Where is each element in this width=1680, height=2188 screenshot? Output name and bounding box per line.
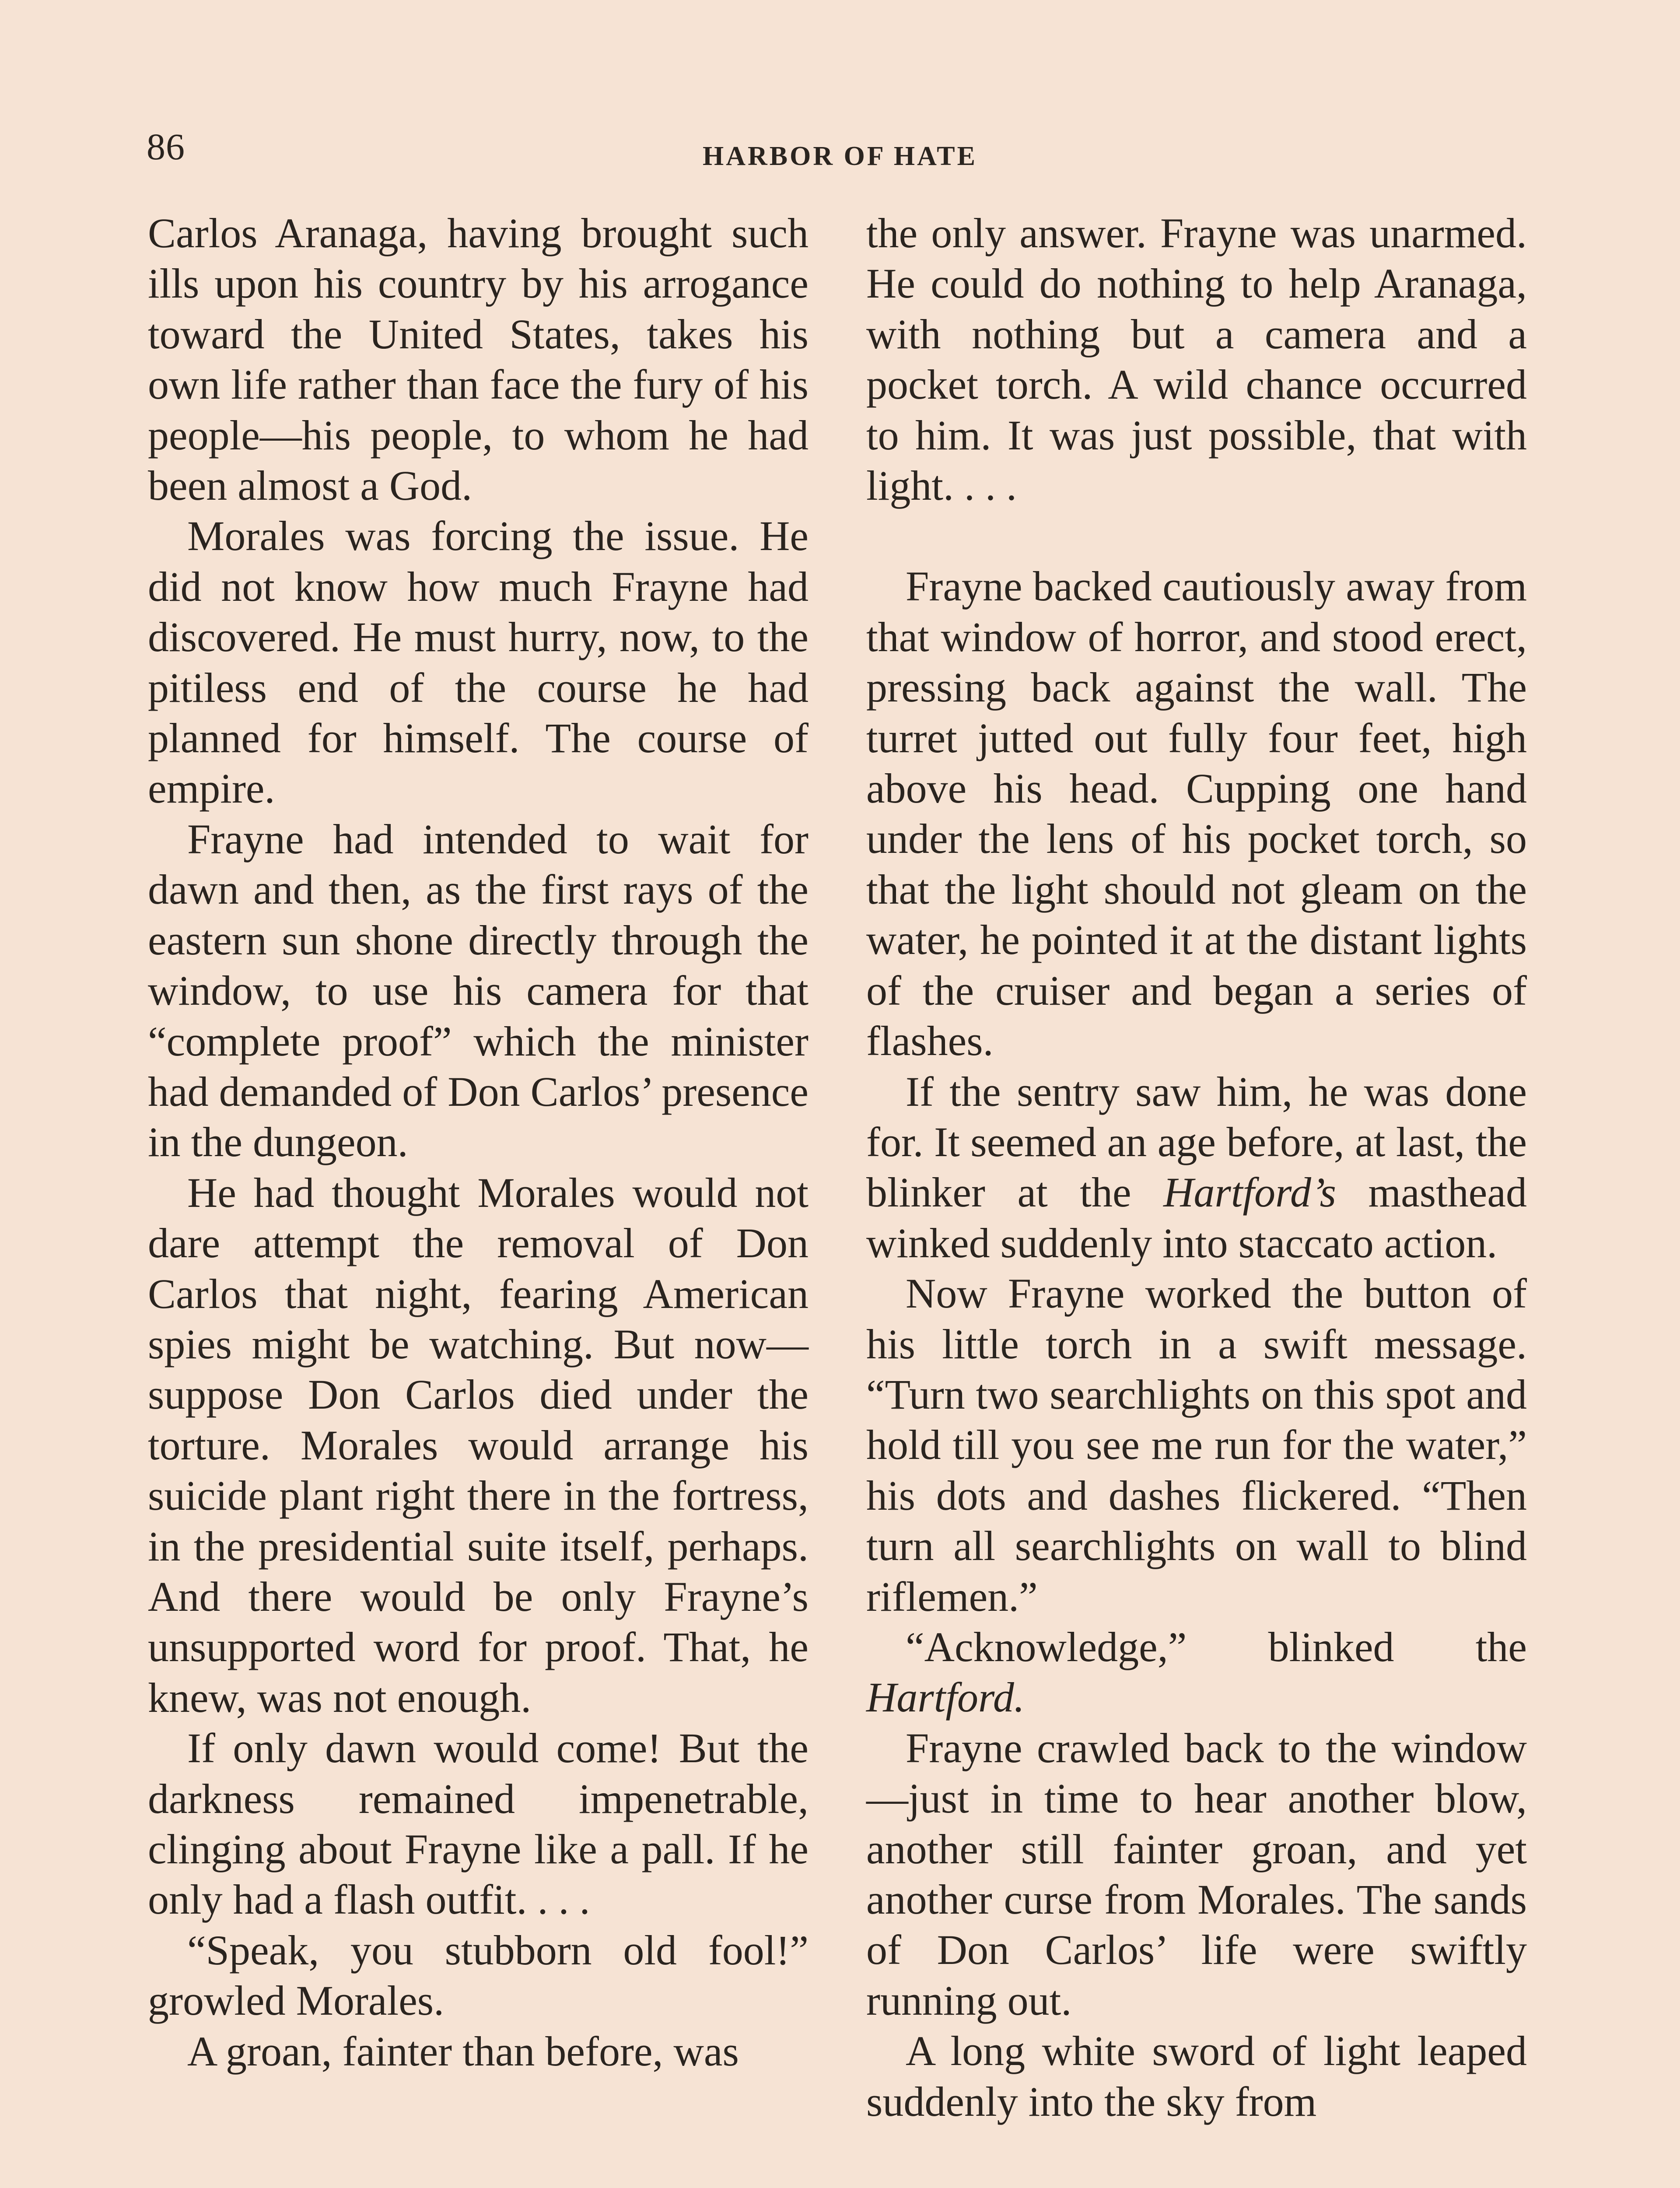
paragraph: Now Frayne worked the button of his little torch in a swift message. “Turn two searchlights on this spot and hold till you see me run for the water,” his dots and dashes flickered. “Then turn all searchlights on wall to blind riflemen.” bbox=[866, 1270, 1527, 1620]
paragraph bbox=[866, 1066, 1527, 1269]
text-run: masthead winked suddenly into staccato action. bbox=[866, 1169, 1527, 1266]
right-column bbox=[866, 208, 1527, 2127]
ship-name: Hartford. bbox=[866, 1674, 1025, 1721]
paragraph: Frayne had intended to wait for dawn and then, as the first rays of the eastern sun shone directly through the window, to use his camera for that “complete proof” which the minister had demanded of Don Carlos’ presence in the dungeon. bbox=[148, 815, 808, 1166]
paragraph: “Speak, you stubborn old fool!” growled Morales. bbox=[148, 1926, 808, 2024]
page-number: 86 bbox=[147, 126, 185, 168]
ship-name: Hartford’s bbox=[1163, 1169, 1336, 1216]
paragraph: He had thought Morales would not dare attempt the removal of Don Carlos that night, fearing American spies might be watching. But now—suppose Don Carlos died under the torture. Morales would arrange his suicide plant right there in the fortress, in the presidential suite itself, perhaps. And there would be only Frayne’s unsupported word for proof. That, he knew, was not enough. bbox=[148, 1169, 808, 1721]
left-column bbox=[148, 208, 808, 2076]
text-run: “Acknowledge,” blinked the bbox=[906, 1623, 1527, 1670]
paragraph bbox=[866, 1622, 1527, 1723]
running-head: HARBOR OF HATE bbox=[702, 141, 978, 171]
paragraph: the only answer. Frayne was unarmed. He could do nothing to help Aranaga, with nothing but a camera and a pocket torch. A wild chance occurred to him. It was just possible, that with light. . . . bbox=[866, 210, 1527, 509]
paragraph: Morales was forcing the issue. He did not know how much Frayne had discovered. He must hurry, now, to the pitiless end of the course he had planned for himself. The course of empire. bbox=[148, 512, 808, 812]
paragraph: Frayne backed cautiously away from that window of horror, and stood erect, pressing back against the wall. The turret jutted out fully four feet, high above his head. Cupping one hand under the lens of his pocket torch, so that the light should not gleam on the water, he pointed it at the distant lights of the cruiser and began a series of flashes. bbox=[866, 563, 1527, 1065]
text-run: If the sentry saw him, he was done for. It seemed an age before, at last, the blinker at the bbox=[866, 1068, 1527, 1216]
paragraph: If only dawn would come! But the darkness remained impenetrable, clinging about Frayne like a pall. If he only had a flash outfit. . . . bbox=[148, 1725, 808, 1923]
paragraph: Frayne crawled back to the window—just in time to hear another blow, another still fainter groan, and yet another curse from Morales. The sands of Don Carlos’ life were swiftly running out. bbox=[866, 1724, 1527, 2024]
paragraph: Carlos Aranaga, having brought such ills upon his country by his arrogance toward the United States, takes his own life rather than face the fury of his people—his people, to whom he had been almost a God. bbox=[148, 210, 808, 509]
paragraph: A long white sword of light leaped suddenly into the sky from bbox=[866, 2027, 1527, 2125]
paragraph: A groan, fainter than before, was bbox=[187, 2027, 739, 2075]
